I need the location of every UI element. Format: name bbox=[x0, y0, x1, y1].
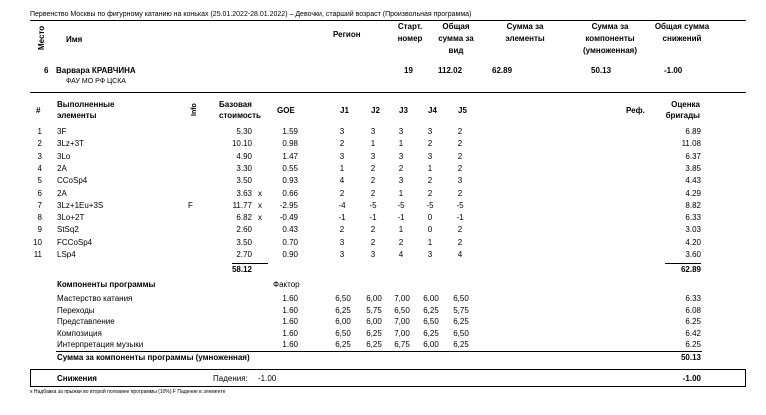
table-row bbox=[30, 225, 746, 237]
judge-score: 6,50 bbox=[453, 328, 469, 338]
row-number: 7 bbox=[37, 200, 42, 210]
judge-score: 2 bbox=[339, 188, 345, 198]
judge-score: 2 bbox=[427, 188, 433, 198]
footnote: x Надбавка за прыжки во второй половине программы (10%) F Падение в элементе bbox=[30, 389, 226, 395]
j3-header: J3 bbox=[399, 106, 408, 115]
goe-value: 1.47 bbox=[282, 151, 298, 161]
row-number: 3 bbox=[37, 151, 42, 161]
element-score: 4.29 bbox=[685, 188, 701, 198]
judge-score: 3 bbox=[398, 176, 404, 186]
name-header: Имя bbox=[66, 35, 83, 44]
judge-score: 2 bbox=[339, 139, 345, 149]
judge-score: 0 bbox=[427, 225, 433, 235]
goe-value: 0.43 bbox=[282, 225, 298, 235]
judge-score: 3 bbox=[427, 250, 433, 259]
component-factor: 1.60 bbox=[282, 317, 298, 327]
j5-header: J5 bbox=[458, 106, 467, 115]
judge-score: 6,25 bbox=[453, 340, 469, 350]
judge-score: 6,25 bbox=[366, 328, 382, 338]
components-total: 50.13 bbox=[680, 353, 701, 362]
score-header: Оценка бригады bbox=[665, 100, 700, 120]
place-header: Место bbox=[37, 25, 46, 50]
judge-score: 1 bbox=[398, 225, 404, 235]
ref-header: Реф. bbox=[626, 106, 645, 115]
element-score: 3.03 bbox=[685, 225, 701, 235]
judge-score: 6,00 bbox=[335, 317, 351, 327]
judge-score: 7,00 bbox=[394, 294, 410, 303]
base-value: 11.77 bbox=[232, 200, 252, 210]
component-name: Интерпретация музыки bbox=[57, 340, 144, 350]
judge-score: 2 bbox=[398, 163, 404, 173]
judge-score: 2 bbox=[370, 225, 376, 235]
row-number: 1 bbox=[37, 127, 42, 136]
info-header: Info bbox=[191, 103, 198, 116]
element-name: 2A bbox=[57, 163, 67, 173]
judge-score: 5,75 bbox=[453, 305, 469, 315]
judge-score: 0 bbox=[427, 213, 433, 223]
bonus-mark: x bbox=[258, 213, 262, 223]
divider bbox=[745, 369, 746, 387]
goe-value: -0.49 bbox=[279, 213, 298, 223]
skater-start-number: 19 bbox=[404, 66, 413, 75]
judge-score: 1 bbox=[339, 163, 345, 173]
row-number: 5 bbox=[37, 176, 42, 186]
judge-score: -1 bbox=[456, 213, 464, 223]
element-info: F bbox=[188, 200, 193, 210]
table-row bbox=[30, 250, 746, 262]
base-value: 5.30 bbox=[236, 127, 252, 136]
base-total: 58.12 bbox=[231, 265, 252, 274]
judge-score: 1 bbox=[370, 139, 376, 149]
judge-score: 6,50 bbox=[335, 294, 351, 303]
skater-name: Варвара КРАВЧИНА bbox=[56, 66, 136, 75]
judge-score: 6,50 bbox=[453, 294, 469, 303]
component-score: 6.25 bbox=[685, 340, 701, 350]
judge-score: 6,25 bbox=[423, 328, 439, 338]
goe-value: 1.59 bbox=[282, 127, 298, 136]
skater-deductions: -1.00 bbox=[664, 66, 683, 75]
judge-score: 3 bbox=[339, 250, 345, 259]
base-header: Базовая стоимость bbox=[219, 100, 261, 120]
judge-score: 3 bbox=[457, 176, 463, 186]
component-row bbox=[30, 317, 746, 329]
judge-score: 1 bbox=[427, 163, 433, 173]
element-score: 4.43 bbox=[685, 176, 701, 186]
components-total-label: Сумма за компоненты программы (умноженная) bbox=[57, 353, 250, 362]
j2-header: J2 bbox=[371, 106, 380, 115]
score-total-line bbox=[665, 263, 701, 264]
judge-score: 6,25 bbox=[335, 340, 351, 350]
component-row bbox=[30, 329, 746, 341]
row-number: 9 bbox=[37, 225, 42, 235]
region-header: Регион bbox=[333, 30, 361, 39]
element-name: 2A bbox=[57, 188, 67, 198]
element-score: 4.20 bbox=[685, 237, 701, 247]
row-number: 8 bbox=[37, 213, 42, 223]
judge-score: 3 bbox=[398, 151, 404, 161]
table-row bbox=[30, 139, 746, 151]
element-name: CCoSp4 bbox=[57, 176, 88, 186]
component-factor: 1.60 bbox=[282, 305, 298, 315]
divider bbox=[30, 386, 746, 387]
table-row bbox=[30, 201, 746, 213]
element-name: 3Lo bbox=[57, 151, 71, 161]
judge-score: 1 bbox=[427, 237, 433, 247]
row-number: 10 bbox=[33, 237, 42, 247]
element-score: 11.08 bbox=[681, 139, 701, 149]
judge-score: 6,50 bbox=[335, 328, 351, 338]
divider bbox=[30, 92, 746, 93]
base-value: 3.30 bbox=[236, 163, 252, 173]
element-name: StSq2 bbox=[57, 225, 79, 235]
judge-score: 6,25 bbox=[453, 317, 469, 327]
judge-score: -1 bbox=[369, 213, 377, 223]
factor-header: Фактор bbox=[273, 280, 300, 289]
row-number: 2 bbox=[37, 139, 42, 149]
component-factor: 1.60 bbox=[282, 340, 298, 350]
skater-place: 6 bbox=[44, 66, 49, 75]
judge-score: 6,00 bbox=[366, 294, 382, 303]
judge-score: 3 bbox=[339, 151, 345, 161]
judge-score: 2 bbox=[370, 188, 376, 198]
judge-score: 2 bbox=[427, 176, 433, 186]
falls-label: Падения: bbox=[213, 374, 248, 383]
judge-score: 6,00 bbox=[366, 317, 382, 327]
judge-score: 3 bbox=[339, 237, 345, 247]
element-name: 3Lz+3T bbox=[57, 139, 84, 149]
table-row bbox=[30, 238, 746, 250]
divider bbox=[30, 369, 31, 387]
base-total-line bbox=[232, 263, 268, 264]
judge-score: -4 bbox=[338, 200, 346, 210]
component-row bbox=[30, 306, 746, 318]
num-header: # bbox=[36, 106, 41, 115]
components-divider bbox=[56, 351, 702, 352]
total-score-header: Общая сумма за вид bbox=[438, 22, 474, 55]
judge-score: 1 bbox=[398, 139, 404, 149]
goe-header: GOE bbox=[277, 106, 295, 115]
judge-score: 2 bbox=[457, 151, 463, 161]
judge-score: 3 bbox=[370, 250, 376, 259]
judge-score: 3 bbox=[427, 151, 433, 161]
judge-score: 6,25 bbox=[366, 340, 382, 350]
component-score: 6.25 bbox=[685, 317, 701, 327]
judge-score: -5 bbox=[426, 200, 434, 210]
element-score: 6.33 bbox=[685, 213, 701, 223]
judge-score: 2 bbox=[370, 237, 376, 247]
goe-value: 0.55 bbox=[282, 163, 298, 173]
elements-score-total: 62.89 bbox=[680, 265, 701, 274]
judge-score: 6,25 bbox=[335, 305, 351, 315]
divider bbox=[30, 369, 746, 370]
judge-score: 2 bbox=[427, 139, 433, 149]
component-name: Представление bbox=[57, 317, 115, 327]
goe-value: 0.70 bbox=[282, 237, 298, 247]
judge-score: 2 bbox=[457, 139, 463, 149]
goe-value: 0.66 bbox=[282, 188, 298, 198]
judge-score: 3 bbox=[427, 127, 433, 136]
element-score: 6.37 bbox=[685, 151, 701, 161]
judge-score: 3 bbox=[398, 127, 404, 136]
judge-score: 7,00 bbox=[394, 328, 410, 338]
bonus-mark: x bbox=[258, 200, 262, 210]
base-value: 3.50 bbox=[236, 237, 252, 247]
component-name: Мастерство катания bbox=[57, 294, 133, 303]
element-score: 3.85 bbox=[685, 163, 701, 173]
falls-value: -1.00 bbox=[258, 374, 277, 383]
component-score: 6.42 bbox=[685, 328, 701, 338]
skater-elements-sum: 62.89 bbox=[492, 66, 513, 75]
row-number: 4 bbox=[37, 163, 42, 173]
table-row bbox=[30, 152, 746, 164]
table-row bbox=[30, 127, 746, 139]
j4-header: J4 bbox=[428, 106, 437, 115]
judge-score: 3 bbox=[339, 127, 345, 136]
base-value: 10.10 bbox=[231, 139, 252, 149]
judge-score: -1 bbox=[338, 213, 346, 223]
base-value: 4.90 bbox=[236, 151, 252, 161]
base-value: 3.50 bbox=[236, 176, 252, 186]
judge-score: -5 bbox=[369, 200, 377, 210]
judge-score: 2 bbox=[457, 188, 463, 198]
element-score: 3.60 bbox=[685, 250, 701, 259]
deductions-label: Снижения bbox=[57, 374, 97, 383]
goe-value: 0.93 bbox=[282, 176, 298, 186]
judge-score: -1 bbox=[397, 213, 405, 223]
elements-sum-header: Сумма за элементы bbox=[505, 22, 545, 43]
judge-score: -5 bbox=[456, 200, 464, 210]
judge-score: 5,75 bbox=[366, 305, 382, 315]
table-row bbox=[30, 189, 746, 201]
judge-score: 3 bbox=[370, 127, 376, 136]
judge-score: 4 bbox=[398, 250, 404, 259]
element-name: LSp4 bbox=[57, 250, 76, 259]
base-value: 6.82 bbox=[236, 213, 252, 223]
component-factor: 1.60 bbox=[282, 294, 298, 303]
component-row bbox=[30, 294, 746, 306]
skater-components-sum: 50.13 bbox=[591, 66, 612, 75]
judge-score: 2 bbox=[370, 176, 376, 186]
goe-value: 0.90 bbox=[282, 250, 298, 259]
judge-score: 2 bbox=[457, 237, 463, 247]
judge-score: 2 bbox=[457, 163, 463, 173]
goe-value: 0.98 bbox=[282, 139, 298, 149]
element-name: 3Lo+2T bbox=[57, 213, 85, 223]
row-number: 11 bbox=[33, 250, 42, 259]
judge-score: 2 bbox=[457, 225, 463, 235]
judge-score: 6,50 bbox=[394, 305, 410, 315]
element-score: 8.82 bbox=[685, 200, 701, 210]
start-number-header: Старт. номер bbox=[397, 22, 423, 43]
judge-score: 3 bbox=[370, 151, 376, 161]
component-name: Переходы bbox=[57, 305, 95, 315]
base-value: 2.70 bbox=[236, 250, 252, 259]
judge-score: 6,50 bbox=[423, 317, 439, 327]
bonus-mark: x bbox=[258, 188, 262, 198]
goe-value: -2.95 bbox=[279, 200, 298, 210]
element-name: FCCoSp4 bbox=[57, 237, 93, 247]
element-header: Выполненные элементы bbox=[57, 100, 115, 120]
table-row bbox=[30, 176, 746, 188]
judge-score: 1 bbox=[398, 188, 404, 198]
judge-score: 2 bbox=[339, 225, 345, 235]
judge-score: 6,25 bbox=[423, 305, 439, 315]
judge-score: -5 bbox=[397, 200, 405, 210]
table-row bbox=[30, 164, 746, 176]
judge-score: 4 bbox=[339, 176, 345, 186]
judge-score: 6,00 bbox=[423, 294, 439, 303]
component-factor: 1.60 bbox=[282, 328, 298, 338]
element-score: 6.89 bbox=[685, 127, 701, 136]
judge-score: 2 bbox=[457, 127, 463, 136]
base-value: 3.63 bbox=[236, 188, 252, 198]
element-name: 3Lz+1Eu+3S bbox=[57, 200, 104, 210]
event-title: Первенство Москвы по фигурному катанию на коньках (25.01.2022-28.01.2022) – Девочки, старший возраст (Произвольная программа) bbox=[30, 11, 472, 18]
row-number: 6 bbox=[37, 188, 42, 198]
component-score: 6.33 bbox=[685, 294, 701, 303]
judge-score: 2 bbox=[370, 163, 376, 173]
deductions-total: -1.00 bbox=[682, 374, 701, 383]
judge-score: 6,75 bbox=[394, 340, 410, 350]
judge-score: 4 bbox=[457, 250, 463, 259]
component-score: 6.08 bbox=[685, 305, 701, 315]
judge-score: 7,00 bbox=[394, 317, 410, 327]
skater-club: ФАУ МО РФ ЦСКА bbox=[66, 78, 126, 85]
components-title: Компоненты программы bbox=[57, 280, 156, 289]
component-name: Композиция bbox=[57, 328, 102, 338]
table-row bbox=[30, 213, 746, 225]
deductions-header: Общая сумма снижений bbox=[654, 22, 710, 43]
j1-header: J1 bbox=[340, 106, 349, 115]
judge-score: 6,00 bbox=[423, 340, 439, 350]
components-sum-header: Сумма за компоненты (умноженная) bbox=[583, 22, 637, 55]
base-value: 2.60 bbox=[236, 225, 252, 235]
judge-score: 2 bbox=[398, 237, 404, 247]
skater-total-score: 112.02 bbox=[438, 66, 463, 75]
element-name: 3F bbox=[57, 127, 67, 136]
